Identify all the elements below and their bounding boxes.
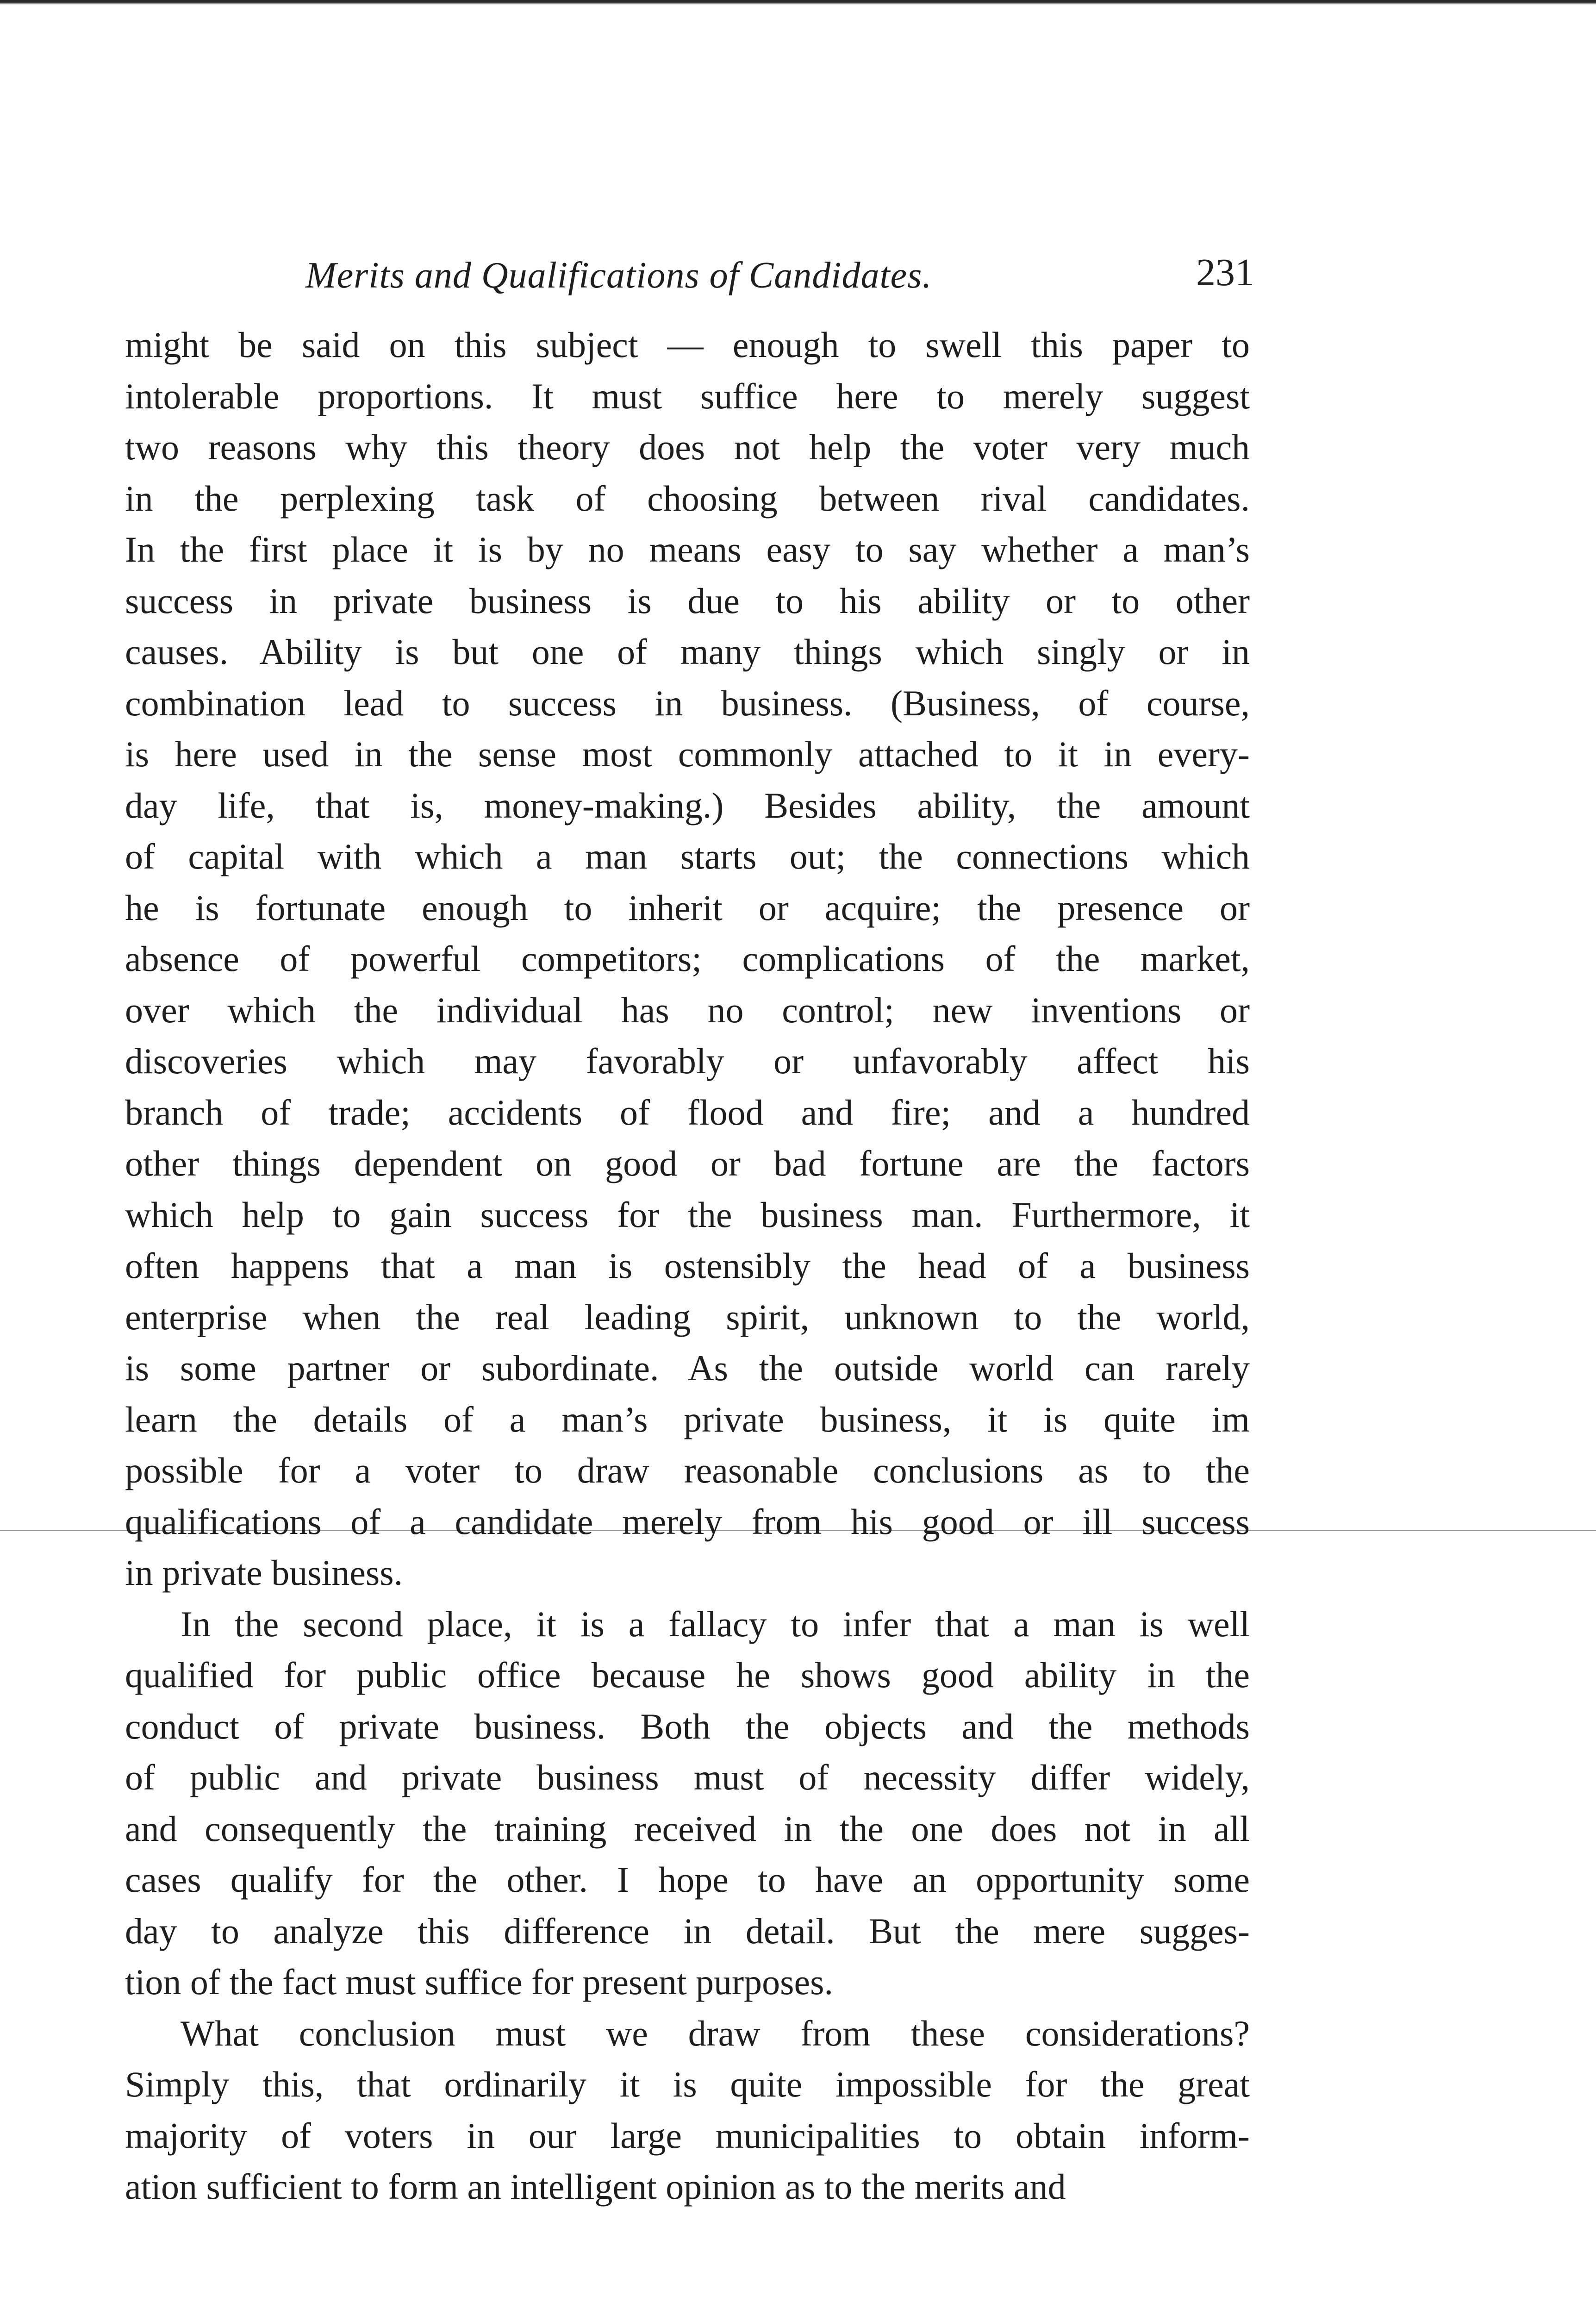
text-line: might be said on this subject — enough to swell this paper to [125, 325, 1250, 365]
text-line: in the perplexing task of choosing between rival candidates. [125, 478, 1250, 519]
text-line: success in private business is due to his ability or to other [125, 580, 1250, 621]
text-line: he is fortunate enough to inherit or acquire; the presence or [125, 887, 1250, 928]
scan-top-edge [0, 0, 1596, 5]
text-line: which help to gain success for the business man. Furthermore, it [125, 1194, 1250, 1235]
text-line: conduct of private business. Both the objects and the methods [125, 1706, 1250, 1746]
text-line: of capital with which a man starts out; the connections which [125, 836, 1250, 876]
text-line: majority of voters in our large municipalities to obtain inform- [125, 2115, 1250, 2156]
text-line: qualified for public office because he shows good ability in the [125, 1655, 1250, 1695]
text-line: other things dependent on good or bad fortune are the factors [125, 1143, 1250, 1183]
paragraph [125, 1599, 1250, 2008]
text-line: What conclusion must we draw from these considerations? [181, 2013, 1250, 2053]
text-line: Simply this, that ordinarily it is quite impossible for the great [125, 2064, 1250, 2104]
text-line: discoveries which may favorably or unfavorably affect his [125, 1041, 1250, 1081]
text-line: two reasons why this theory does not help the voter very much [125, 427, 1250, 467]
text-line: ation sufficient to form an intelligent opinion as to the merits and [125, 2166, 1066, 2207]
text-line: qualifications of a candidate merely from his good or ill success [125, 1501, 1250, 1542]
text-line: of public and private business must of necessity differ widely, [125, 1757, 1250, 1797]
text-line: and consequently the training received in the one does not in all [125, 1808, 1250, 1849]
running-head [125, 250, 1254, 319]
text-line: day to analyze this difference in detail. But the mere sugges- [125, 1910, 1250, 1951]
text-line: in private business. [125, 1552, 403, 1593]
text-line: branch of trade; accidents of flood and fire; and a hundred [125, 1092, 1250, 1132]
text-line: over which the individual has no control; new inventions or [125, 989, 1250, 1030]
paragraph [125, 2008, 1250, 2213]
text-line: combination lead to success in business. (Business, of course, [125, 682, 1250, 723]
paragraph [125, 319, 1250, 1599]
text-line: is some partner or subordinate. As the outside world can rarely [125, 1348, 1250, 1388]
text-line: enterprise when the real leading spirit, unknown to the world, [125, 1296, 1250, 1337]
page-number: 231 [1196, 251, 1254, 294]
text-line: possible for a voter to draw reasonable conclusions as to the [125, 1450, 1250, 1490]
text-line: tion of the fact must suffice for present purposes. [125, 1962, 833, 2002]
running-title: Merits and Qualifications of Candidates. [305, 255, 932, 296]
text-line: is here used in the sense most commonly attached to it in every- [125, 734, 1250, 774]
text-line: day life, that is, money-making.) Besides ability, the amount [125, 785, 1250, 826]
text-line: causes. Ability is but one of many things which singly or in [125, 632, 1250, 672]
text-line: often happens that a man is ostensibly the head of a business [125, 1245, 1250, 1286]
text-line: In the first place it is by no means easy to say whether a man’s [125, 529, 1250, 569]
text-line: absence of powerful competitors; complications of the market, [125, 939, 1250, 979]
body-text [125, 319, 1250, 2213]
book-page [125, 250, 1254, 2213]
text-line: learn the details of a man’s private business, it is quite im [125, 1399, 1250, 1439]
text-line: In the second place, it is a fallacy to infer that a man is well [181, 1603, 1250, 1644]
text-line: intolerable proportions. It must suffice here to merely suggest [125, 375, 1250, 416]
text-line: cases qualify for the other. I hope to have an opportunity some [125, 1859, 1250, 1900]
